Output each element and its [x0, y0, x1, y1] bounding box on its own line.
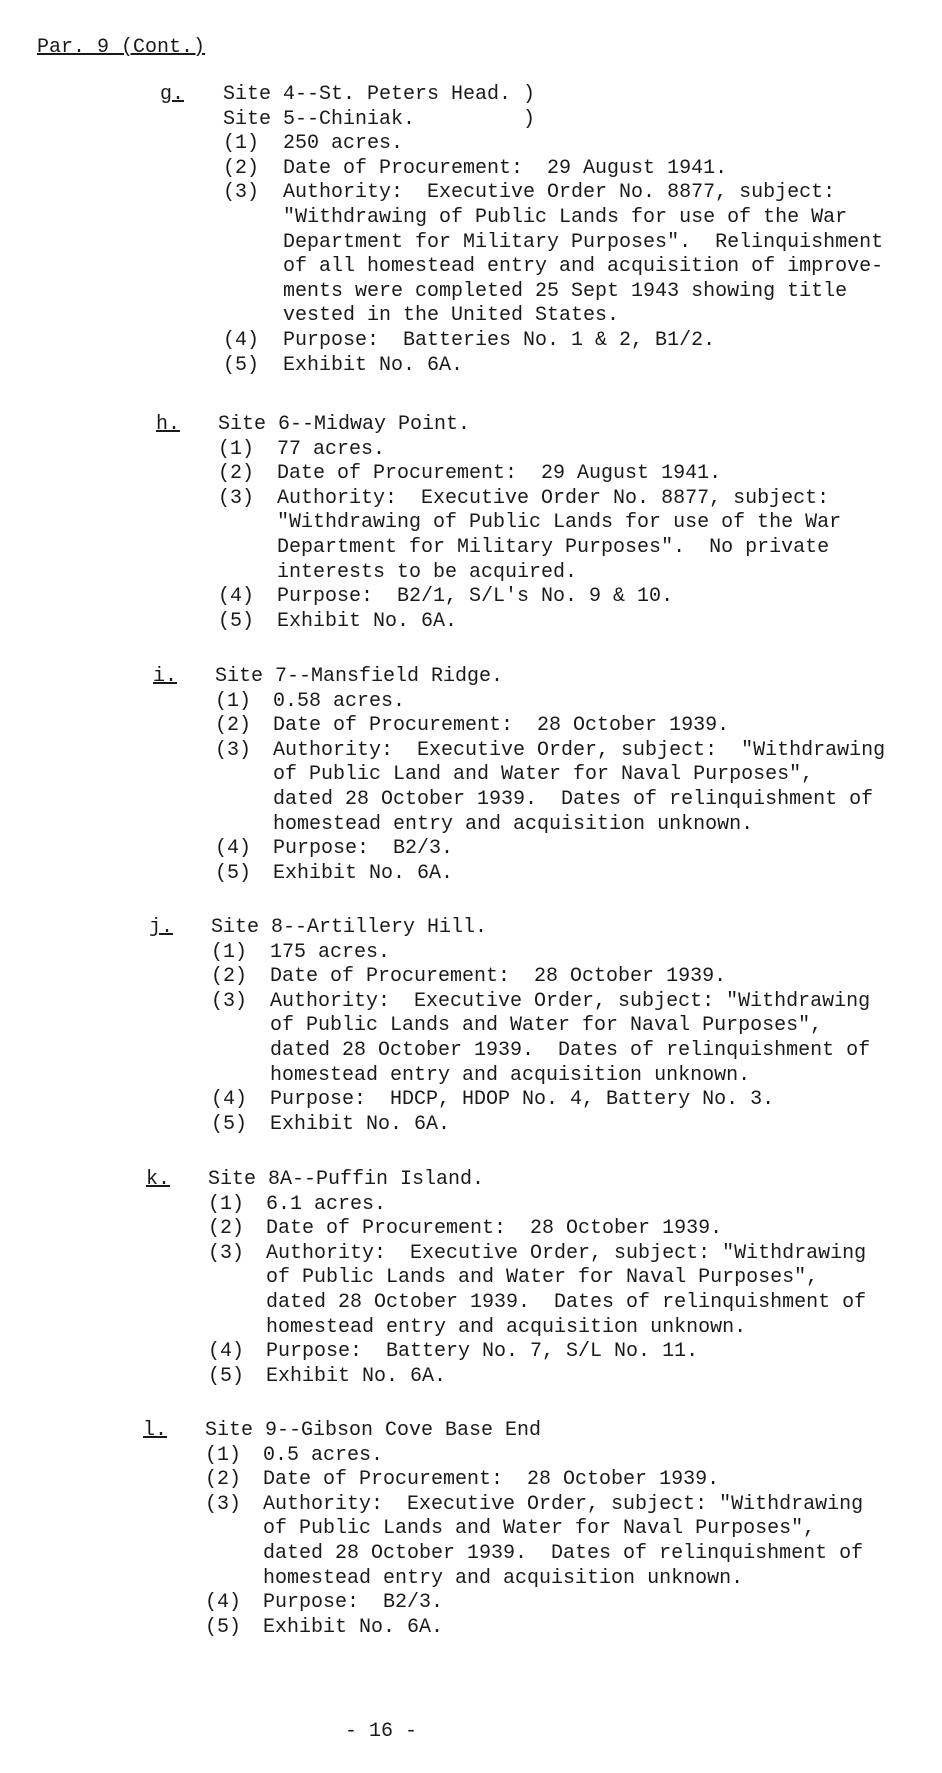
item-number: (4) [223, 329, 260, 352]
item-text: dated 28 October 1939. Dates of relinquishment of [263, 1542, 864, 1565]
item-number: (1) [215, 689, 252, 713]
item-number: (2) [223, 156, 260, 180]
item-text: Exhibit No. 6A. [283, 353, 464, 377]
item-number: (5) [208, 1364, 245, 1388]
paragraph-header: Par. 9 (Cont.) [37, 36, 206, 59]
item-number: (5) [218, 609, 255, 633]
item-text: Authority: Executive Order, subject: "Withdrawing [263, 1492, 864, 1516]
item-number: (4) [205, 1591, 242, 1615]
item-text: Exhibit No. 6A. [270, 1112, 451, 1136]
item-text: Authority: Executive Order No. 8877, subject: [283, 181, 836, 205]
section-letter: g. [160, 83, 185, 106]
site-title: Site 6--Midway Point. [218, 413, 471, 436]
item-number: (2) [215, 714, 252, 738]
section-letter: k. [146, 1168, 171, 1191]
item-text: of Public Lands and Water for Naval Purposes", [270, 1014, 823, 1038]
item-number: (5) [211, 1112, 248, 1136]
item-text: Date of Procurement: 28 October 1939. [263, 1468, 720, 1492]
item-text: Purpose: HDCP, HDOP No. 4, Battery No. 3. [270, 1088, 775, 1112]
item-text: Date of Procurement: 29 August 1941. [277, 462, 722, 486]
item-number: (4) [215, 837, 252, 861]
item-text: Date of Procurement: 29 August 1941. [283, 156, 728, 180]
item-text: "Withdrawing of Public Lands for use of the War [277, 511, 842, 535]
item-number: (1) [205, 1443, 242, 1467]
item-text: dated 28 October 1939. Dates of relinquishment of [273, 788, 874, 811]
item-number: (4) [218, 585, 255, 609]
item-text: homestead entry and acquisition unknown. [270, 1063, 751, 1087]
item-number: (5) [215, 861, 252, 885]
item-number: (1) [218, 437, 255, 461]
item-text: of Public Lands and Water for Naval Purposes", [266, 1266, 819, 1290]
item-text: of all homestead entry and acquisition of improve- [283, 255, 884, 279]
item-number: (5) [223, 353, 260, 377]
item-number: (2) [208, 1217, 245, 1241]
item-text: Department for Military Purposes". No private [277, 536, 830, 559]
item-text: Date of Procurement: 28 October 1939. [273, 714, 730, 738]
item-text: Purpose: B2/1, S/L's No. 9 & 10. [277, 585, 674, 609]
item-number: (3) [211, 989, 248, 1013]
item-number: (5) [205, 1615, 242, 1639]
site-title: Site 8--Artillery Hill. [211, 916, 488, 939]
item-text: of Public Land and Water for Naval Purposes", [273, 763, 814, 787]
item-number: (3) [218, 486, 255, 510]
site-title: Site 4--St. Peters Head. ) [223, 83, 536, 106]
item-number: (1) [211, 940, 248, 964]
item-text: Date of Procurement: 28 October 1939. [270, 965, 727, 989]
item-text: Authority: Executive Order No. 8877, subject: [277, 486, 830, 510]
item-text: vested in the United States. [283, 304, 620, 328]
item-text: Date of Procurement: 28 October 1939. [266, 1217, 723, 1241]
item-text: homestead entry and acquisition unknown. [273, 812, 754, 836]
item-text: 250 acres. [283, 132, 404, 156]
item-text: 175 acres. [270, 940, 391, 964]
section-letter: i. [153, 665, 178, 688]
item-text: interests to be acquired. [277, 560, 578, 584]
section-letter: h. [156, 413, 181, 436]
item-text: dated 28 October 1939. Dates of relinquishment of [270, 1039, 871, 1062]
item-text: Authority: Executive Order, subject: "Withdrawing [266, 1241, 867, 1265]
section-letter: l. [143, 1419, 168, 1442]
item-text: of Public Lands and Water for Naval Purposes", [263, 1517, 816, 1541]
page-number: - 16 - [345, 1720, 418, 1743]
item-number: (1) [208, 1192, 245, 1216]
item-number: (3) [215, 738, 252, 762]
site-title: Site 7--Mansfield Ridge. [215, 665, 504, 688]
item-text: Authority: Executive Order, subject: "Withdrawing [273, 738, 886, 762]
site-title: Site 5--Chiniak. ) [223, 107, 536, 131]
item-number: (4) [208, 1340, 245, 1364]
item-text: 0.5 acres. [263, 1443, 384, 1467]
site-title: Site 9--Gibson Cove Base End [205, 1419, 542, 1442]
section-letter: j. [149, 916, 174, 939]
item-text: Authority: Executive Order, subject: "Withdrawing [270, 989, 871, 1013]
item-text: 6.1 acres. [266, 1192, 387, 1216]
item-number: (1) [223, 132, 260, 156]
item-number: (2) [205, 1468, 242, 1492]
item-text: Exhibit No. 6A. [273, 861, 454, 885]
item-text: homestead entry and acquisition unknown. [263, 1566, 744, 1590]
item-text: 77 acres. [277, 437, 386, 461]
item-text: Exhibit No. 6A. [277, 609, 458, 633]
item-number: (3) [223, 181, 260, 205]
item-text: 0.58 acres. [273, 689, 406, 713]
item-text: Purpose: B2/3. [273, 837, 454, 861]
item-number: (2) [211, 965, 248, 989]
item-text: Purpose: B2/3. [263, 1591, 444, 1615]
item-text: ments were completed 25 Sept 1943 showing title [283, 279, 848, 303]
item-text: dated 28 October 1939. Dates of relinquishment of [266, 1291, 867, 1314]
item-text: Exhibit No. 6A. [263, 1615, 444, 1639]
site-title: Site 8A--Puffin Island. [208, 1168, 485, 1191]
item-text: "Withdrawing of Public Lands for use of the War [283, 206, 848, 229]
item-number: (4) [211, 1088, 248, 1112]
item-text: Exhibit No. 6A. [266, 1364, 447, 1388]
item-text: Purpose: Battery No. 7, S/L No. 11. [266, 1340, 699, 1364]
item-number: (3) [205, 1492, 242, 1516]
item-text: Department for Military Purposes". Relinquishment [283, 230, 884, 254]
item-text: homestead entry and acquisition unknown. [266, 1315, 747, 1339]
item-text: Purpose: Batteries No. 1 & 2, B1/2. [283, 329, 716, 352]
item-number: (2) [218, 462, 255, 486]
item-number: (3) [208, 1241, 245, 1265]
